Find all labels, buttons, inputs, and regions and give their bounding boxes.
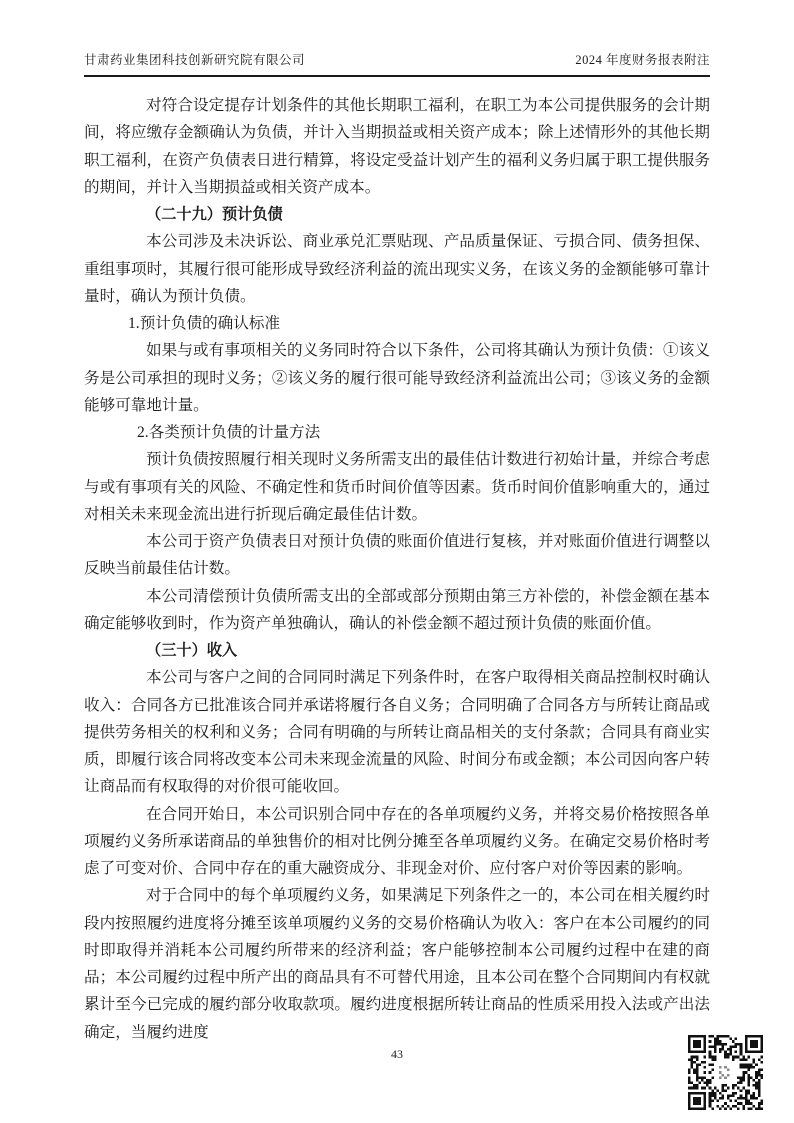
paragraph-revenue-recognition: 本公司与客户之间的合同同时满足下列条件时，在客户取得相关商品控制权时确认收入：合同各方已批准该合同并承诺将履行各自义务；合同明确了合同各方与所转让商品或提供劳务相关的权利和义务；合同有明确的与所转让商品相关的支付条款；合同具有商业实质，即履行该合同将改变本公司未来现金流量的风险、时间分布或金额；本公司因向客户转让商品而有权取得的对价很可能收回。 bbox=[84, 669, 710, 796]
paragraph-measurement-method: 预计负债按照履行相关现时义务所需支出的最佳估计数进行初始计量，并综合考虑与或有事项有关的风险、不确定性和货币时间价值等因素。货币时间价值影响重大的，通过对相关未来现金流出进行折现后确定最佳估计数。 bbox=[84, 451, 710, 523]
qr-code bbox=[688, 1035, 763, 1110]
paragraph-recognition-criteria: 如果与或有事项相关的义务同时符合以下条件，公司将其确认为预计负债：①该义务是公司承担的现时义务；②该义务的履行很可能导致经济利益流出公司；③该义务的金额能够可靠地计量。 bbox=[84, 342, 710, 414]
item-provision-measurement: 2.各类预计负债的计量方法 bbox=[137, 424, 321, 441]
paragraph-third-party-compensation: 本公司清偿预计负债所需支出的全部或部分预期由第三方补偿的，补偿金额在基本确定能够收到时，作为资产单独确认，确认的补偿金额不超过预计负债的账面价值。 bbox=[84, 587, 710, 632]
item-provision-recognition: 1.预计负债的确认标准 bbox=[128, 315, 281, 332]
paragraph-other-longterm-benefits: 对符合设定提存计划条件的其他长期职工福利，在职工为本公司提供服务的会计期间，将应缴存金额确认为负债，并计入当期损益或相关资产成本；除上述情形外的其他长期职工福利，在资产负债表日进行精算，将设定受益计划产生的福利义务归属于职工提供服务的期间，并计入当期损益或相关资产成本。 bbox=[84, 97, 710, 196]
paragraph-over-time-recognition: 对于合同中的每个单项履约义务，如果满足下列条件之一的，本公司在相关履约时段内按照履约进度将分摊至该单项履约义务的交易价格确认为收入：客户在本公司履约的同时即取得并消耗本公司履约所带来的经济利益；客户能够控制本公司履约过程中在建的商品；本公司履约过程中所产出的商品具有不可替代用途，且本公司在整个合同期间内有权就累计至今已完成的履约部分收取款项。履约进度根据所转让商品的性质采用投入法或产出法确定，当履约进度 bbox=[84, 887, 710, 1041]
paragraph-performance-obligations: 在合同开始日，本公司识别合同中存在的各单项履约义务，并将交易价格按照各单项履约义务所承诺商品的单独售价的相对比例分摊至各单项履约义务。在确定交易价格时考虑了可变对价、合同中存在的重大融资成分、非现金对价、应付客户对价等因素的影响。 bbox=[84, 805, 710, 877]
paragraph-balance-sheet-review: 本公司于资产负债表日对预计负债的账面价值进行复核，并对账面价值进行调整以反映当前最佳估计数。 bbox=[84, 533, 710, 578]
page-number: 43 bbox=[391, 1047, 403, 1061]
header-company-name: 甘肃药业集团科技创新研究院有限公司 bbox=[84, 53, 306, 67]
body-text bbox=[84, 92, 710, 1046]
heading-provisions: （二十九）预计负债 bbox=[146, 206, 283, 223]
paragraph-provisions-scope: 本公司涉及未决诉讼、商业承兑汇票贴现、产品质量保证、亏损合同、债务担保、重组事项时，其履行很可能形成导致经济利益的流出现实义务，在该义务的金额能够可靠计量时，确认为预计负债。 bbox=[84, 233, 710, 305]
heading-revenue: （三十）收入 bbox=[146, 642, 238, 659]
page-header bbox=[84, 52, 710, 77]
header-doc-title: 2024 年度财务报表附注 bbox=[575, 53, 710, 67]
qr-code-image bbox=[688, 1035, 763, 1110]
